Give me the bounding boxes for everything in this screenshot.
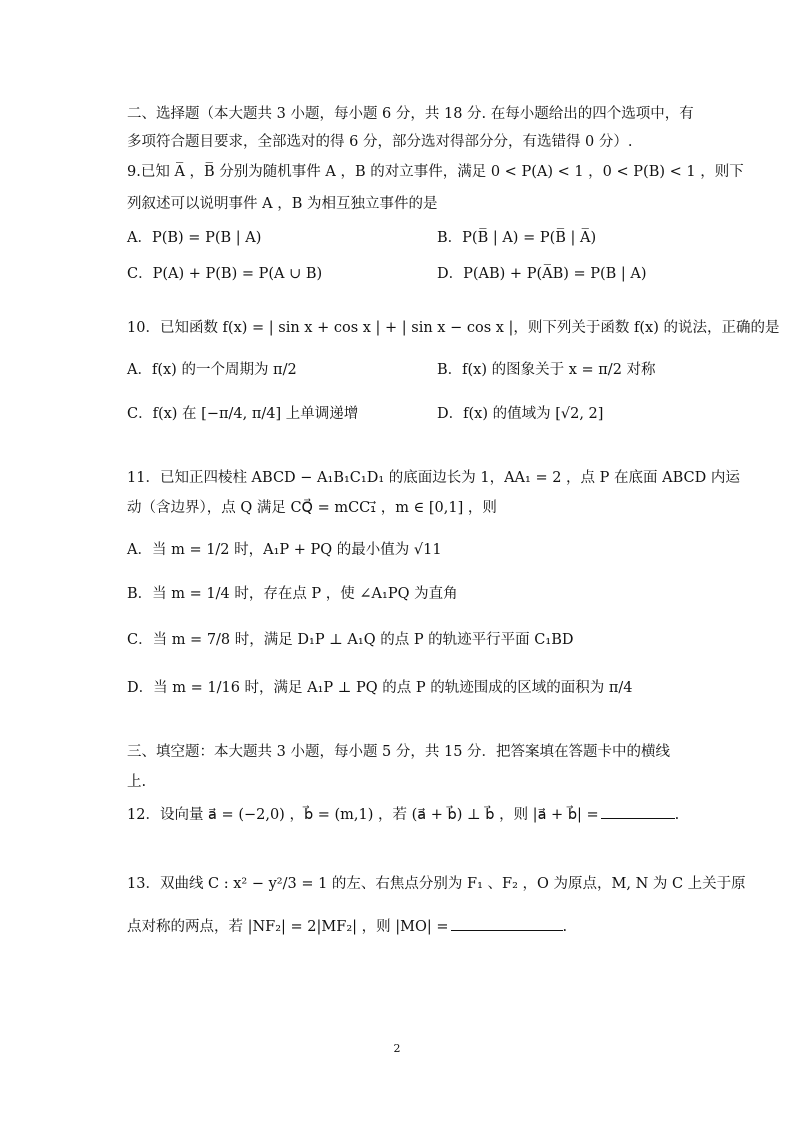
- q12-line: [127, 804, 679, 825]
- q9-stem-line1: 9.已知 A̅ ，B̅ 分别为随机事件 A ，B 的对立事件，满足 0 < P(A) < 1 ，0 < P(B) < 1 ，则下: [127, 164, 744, 180]
- q12-end: .: [674, 807, 680, 823]
- q11-option-b: B．当 m = 1/4 时，存在点 P ，使 ∠A₁PQ 为直角: [127, 586, 458, 602]
- q13-end: .: [562, 919, 568, 935]
- q9-option-a: A．P(B) = P(B | A): [127, 230, 262, 246]
- q11-stem-line1: 11．已知正四棱柱 ABCD − A₁B₁C₁D₁ 的底面边长为 1，AA₁ = 2 ，点 P 在底面 ABCD 内运: [127, 470, 740, 486]
- q9-option-c: C．P(A) + P(B) = P(A ∪ B): [127, 266, 323, 282]
- q10-option-d: D．f(x) 的值域为 [√2, 2]: [437, 406, 604, 422]
- q11-stem-line2: 动（含边界），点 Q 满足 CQ⃗ = mCC₁⃗ ，m ∈ [0,1] ，则: [127, 500, 497, 516]
- section3-header-line1: 三、填空题：本大题共 3 小题，每小题 5 分，共 15 分．把答案填在答题卡中的横线: [127, 744, 671, 760]
- page-number: 2: [393, 1042, 401, 1055]
- q11-option-c: C．当 m = 7/8 时，满足 D₁P ⊥ A₁Q 的点 P 的轨迹平行平面 C₁BD: [127, 632, 574, 648]
- section2-header-line1: 二、选择题（本大题共 3 小题，每小题 6 分，共 18 分. 在每小题给出的四个选项中，有: [127, 106, 694, 122]
- q9-option-d: D．P(AB) + P(A̅B) = P(B | A): [437, 266, 647, 282]
- q10-option-c: C．f(x) 在 [−π/4, π/4] 上单调递增: [127, 406, 359, 422]
- q9-stem-line2: 列叙述可以说明事件 A ，B 为相互独立事件的是: [127, 196, 438, 212]
- section3-header-line2: 上.: [127, 774, 147, 790]
- q12-answer-blank[interactable]: [601, 804, 675, 819]
- q13-stem-line1: 13．双曲线 C : x² − y²/3 = 1 的左、右焦点分别为 F₁ 、F₂ ，O 为原点，M, N 为 C 上关于原: [127, 876, 746, 892]
- q13-line2: [127, 916, 567, 937]
- q10-stem: 10．已知函数 f(x) = | sin x + cos x | + | sin x − cos x |，则下列关于函数 f(x) 的说法，正确的是: [127, 320, 780, 336]
- q12-stem: 12．设向量 a⃗ = (−2,0) ，b⃗ = (m,1) ，若 (a⃗ + b⃗) ⊥ b⃗ ，则 |a⃗ + b⃗| =: [127, 807, 599, 823]
- q13-stem-line2: 点对称的两点，若 |NF₂| = 2|MF₂| ，则 |MO| =: [127, 919, 449, 935]
- q11-option-a: A．当 m = 1/2 时，A₁P + PQ 的最小值为 √11: [127, 542, 442, 558]
- q9-option-b: B．P(B̅ | A) = P(B̅ | A̅): [437, 230, 597, 246]
- q10-option-a: A．f(x) 的一个周期为 π/2: [127, 362, 297, 378]
- section2-header-line2: 多项符合题目要求，全部选对的得 6 分，部分选对得部分分，有选错得 0 分）.: [127, 134, 633, 150]
- q10-option-b: B．f(x) 的图象关于 x = π/2 对称: [437, 362, 656, 378]
- q13-answer-blank[interactable]: [451, 916, 563, 931]
- q11-option-d: D．当 m = 1/16 时，满足 A₁P ⊥ PQ 的点 P 的轨迹围成的区域的面积为 π/4: [127, 680, 633, 696]
